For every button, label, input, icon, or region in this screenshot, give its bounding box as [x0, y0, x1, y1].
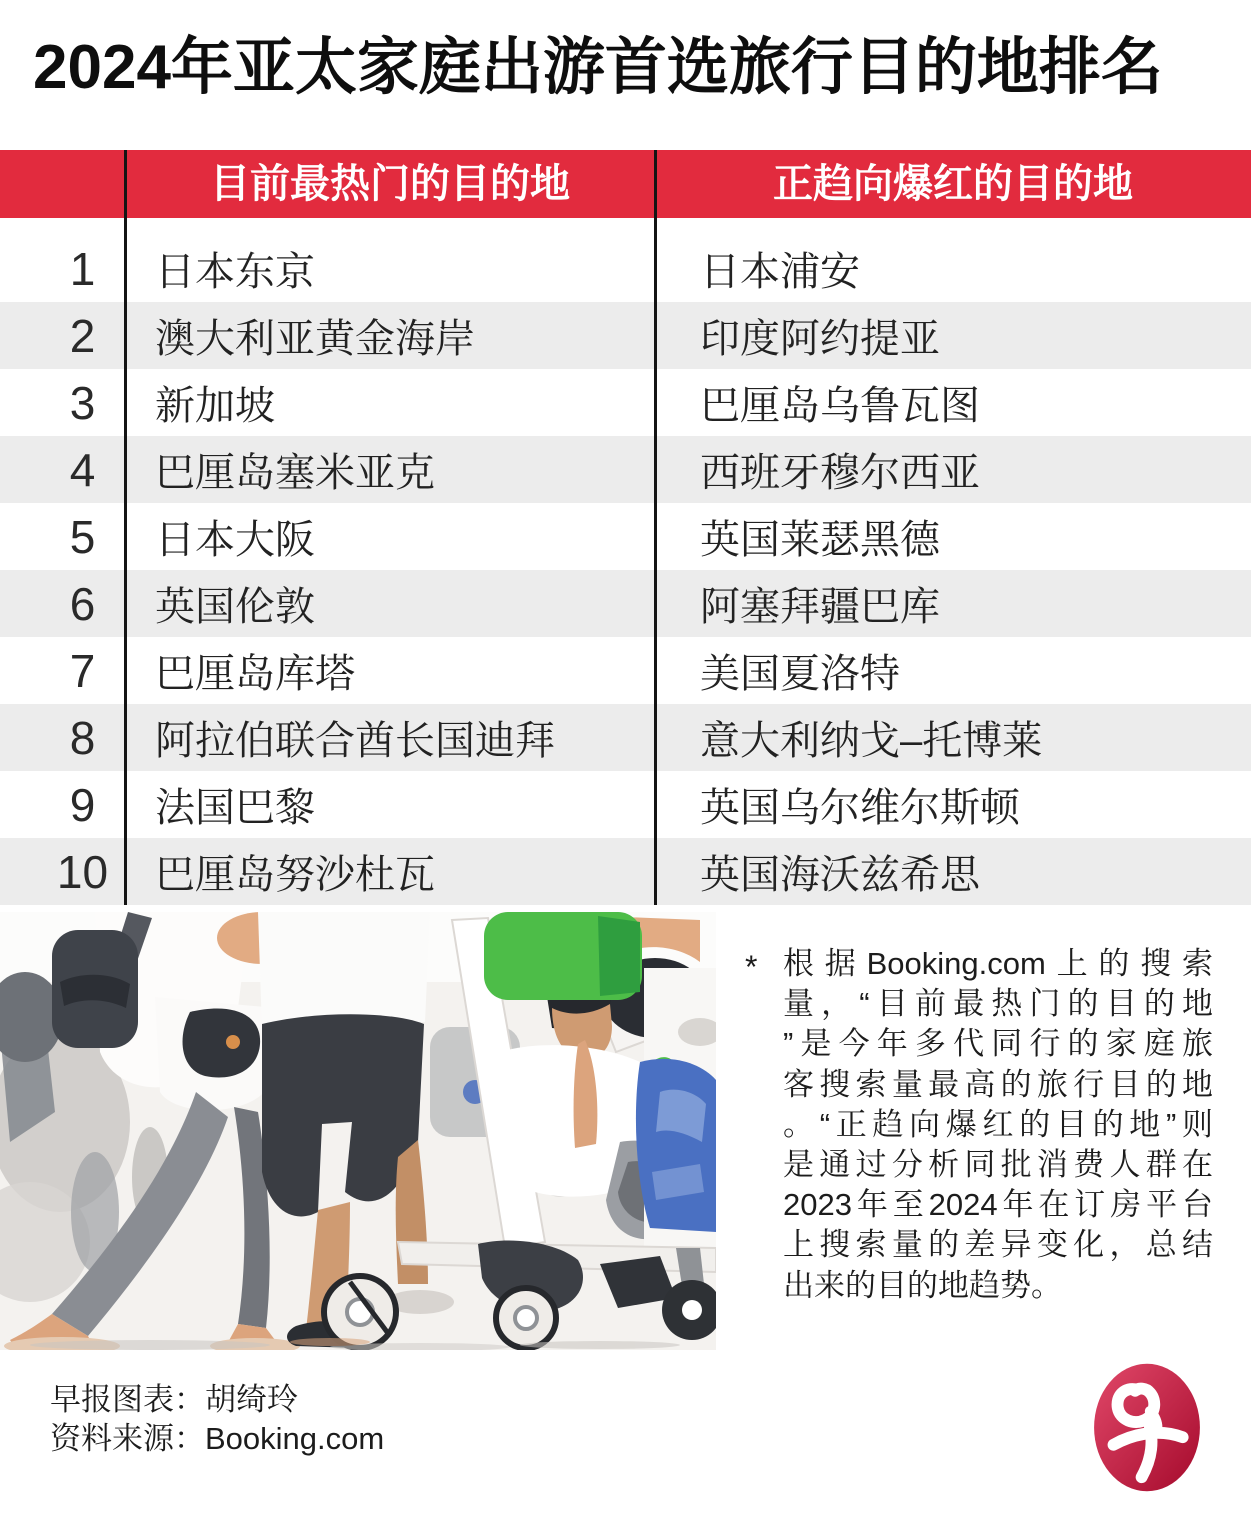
trending-destination-cell: 美国夏洛特 [700, 652, 900, 696]
footnote [745, 944, 1213, 1306]
table-row [0, 369, 1251, 436]
footnote-asterisk: * [745, 949, 758, 985]
hottest-destination-cell: 日本东京 [155, 250, 315, 294]
column-header-trending: 正趋向爆红的目的地 [773, 162, 1133, 206]
footnote-line: 。“正趋向爆红的目的地”则 [783, 1106, 1213, 1142]
footnote-line: 客搜索量最高的旅行目的地 [783, 1066, 1213, 1102]
credit-source: 资料来源：Booking.com [50, 1420, 385, 1456]
rank-cell: 2 [69, 309, 96, 362]
credits [50, 1381, 384, 1458]
footnote-line: 根据Booking.com上的搜索 [783, 946, 1213, 981]
trending-destination-cell: 日本浦安 [700, 250, 860, 294]
airport-travellers-photo [0, 912, 716, 1350]
table-row [0, 570, 1251, 637]
trending-destination-cell: 阿塞拜疆巴库 [700, 585, 940, 629]
hottest-destination-cell: 巴厘岛努沙杜瓦 [155, 853, 435, 897]
footnote-line: 是通过分析同批消费人群在 [783, 1147, 1213, 1183]
footnote-line: 上搜索量的差异变化，总结 [783, 1227, 1213, 1263]
hottest-destination-cell: 法国巴黎 [155, 786, 315, 830]
rank-cell: 6 [69, 577, 96, 630]
trending-destination-cell: 英国莱瑟黑德 [700, 518, 940, 562]
rank-cell: 10 [56, 845, 109, 898]
rank-cell: 8 [69, 711, 96, 764]
hottest-destination-cell: 澳大利亚黄金海岸 [155, 317, 475, 361]
table-divider-rank [124, 150, 127, 905]
footnote-text [783, 944, 1213, 1306]
table-row [0, 436, 1251, 503]
logo-glyph [0, 0, 1, 1]
table-body [0, 235, 1251, 905]
hottest-destination-cell: 英国伦敦 [155, 585, 315, 629]
table-row [0, 771, 1251, 838]
trending-destination-cell: 巴厘岛乌鲁瓦图 [700, 384, 980, 428]
rank-cell: 5 [69, 510, 96, 563]
hottest-destination-cell: 日本大阪 [155, 518, 315, 562]
rank-cell: 3 [69, 376, 96, 429]
rank-cell: 1 [69, 242, 96, 295]
footnote-line: ”是今年多代同行的家庭旅 [783, 1026, 1213, 1062]
trending-destination-cell: 英国海沃兹希思 [700, 853, 980, 897]
hottest-destination-cell: 新加坡 [155, 384, 275, 428]
table-row [0, 302, 1251, 369]
trending-destination-cell: 英国乌尔维尔斯顿 [700, 786, 1020, 830]
blue-bag [636, 1059, 716, 1232]
footnote-line: 量，“目前最热门的目的地 [783, 986, 1213, 1022]
credit-chart-author: 早报图表：胡绮玲 [50, 1382, 298, 1417]
table-row [0, 838, 1251, 905]
table-row [0, 503, 1251, 570]
rank-cell: 4 [69, 443, 96, 496]
table-row [0, 637, 1251, 704]
trending-destination-cell: 西班牙穆尔西亚 [700, 451, 980, 495]
rank-cell: 7 [69, 644, 96, 697]
footnote-line: 出来的目的地趋势。 [783, 1267, 1062, 1303]
table-row [0, 704, 1251, 771]
table-header-band [0, 150, 1251, 218]
table-divider-columns [654, 150, 657, 905]
page-title: 2024年亚太家庭出游首选旅行目的地排名 [33, 33, 1163, 102]
hottest-destination-cell: 巴厘岛塞米亚克 [155, 451, 435, 495]
column-header-hottest: 目前最热门的目的地 [210, 162, 570, 206]
trending-destination-cell: 印度阿约提亚 [700, 317, 940, 361]
table-row [0, 235, 1251, 302]
hottest-destination-cell: 阿拉伯联合酋长国迪拜 [155, 719, 555, 763]
zaobao-logo [1093, 1362, 1201, 1493]
hottest-destination-cell: 巴厘岛库塔 [155, 652, 355, 696]
footnote-line: 2023年至2024年在订房平台 [783, 1187, 1213, 1223]
trending-destination-cell: 意大利纳戈–托博莱 [700, 719, 1043, 763]
rank-cell: 9 [69, 778, 96, 831]
